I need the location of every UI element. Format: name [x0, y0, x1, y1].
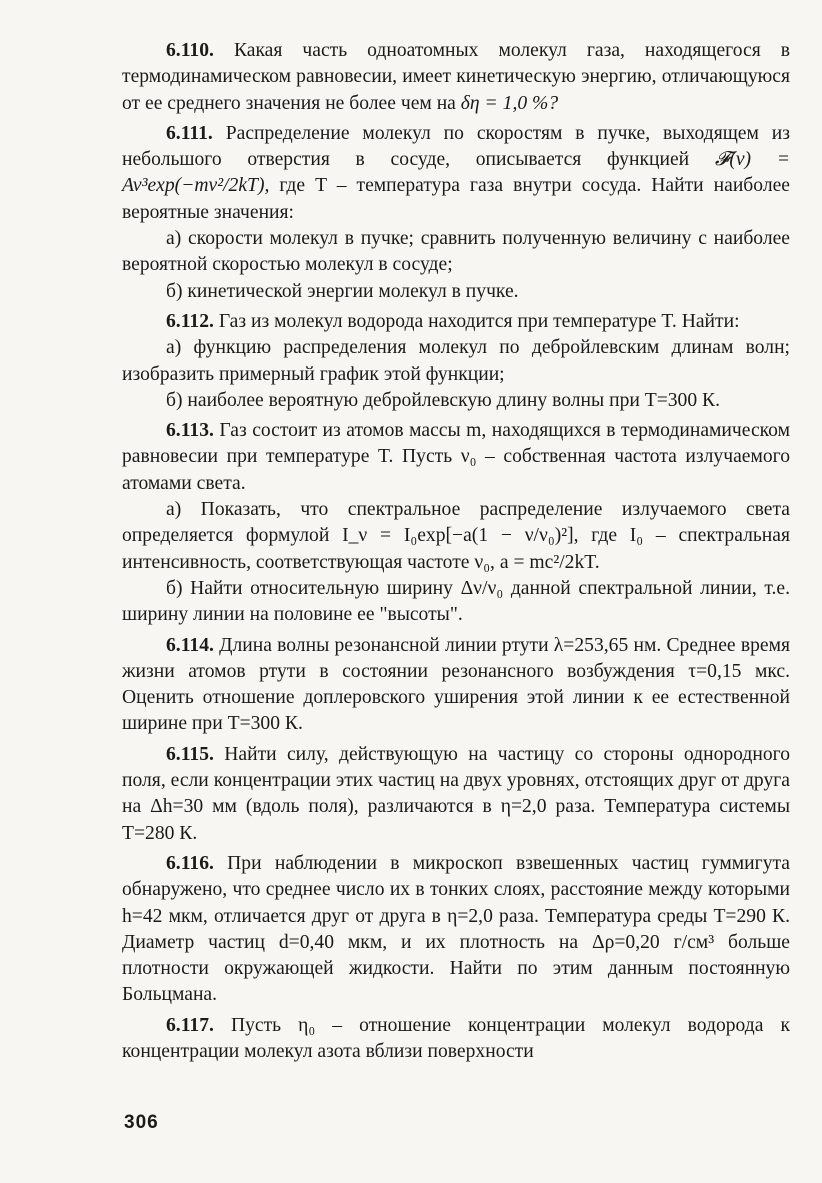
problem-text: Пусть η₀ – отношение концентрации молекул водорода к концентрации молекул азота вблизи поверхности [122, 1014, 790, 1062]
sub-item-b: б) наиболее вероятную дебройлевскую длину волны при T=300 К. [166, 389, 721, 411]
problem-text: Длина волны резонансной линии ртути λ=253,65 нм. Среднее время жизни атомов ртути в состоянии резонансного возбуждения τ=0,15 мкс. Оценить отношение доплеровского уширения этой линии к ее естественной ширине при T=300 К. [122, 634, 790, 735]
problem-6-112 [122, 309, 790, 414]
problem-6-110 [122, 38, 790, 117]
sub-item-b: б) Найти относительную ширину Δν/ν₀ данной спектральной линии, т.е. ширину линии на половине ее "высоты". [122, 577, 790, 626]
page-number: 306 [124, 1112, 159, 1133]
problem-text: Газ состоит из атомов массы m, находящихся в термодинамическом равновесии при температуре T. Пусть ν₀ – собственная частота излучаемого атомами света. [122, 420, 791, 494]
problem-number: 6.114. [166, 634, 214, 656]
problem-formula: δη = 1,0 %? [460, 92, 559, 114]
problem-text: Найти силу, действующую на частицу со стороны однородного поля, если концентрации этих частиц на двух уровнях, отстоящих друг от друга на Δh=30 мм (вдоль поля), различаются в η=2,0 раза. Температура системы T=280 К. [122, 743, 790, 844]
problem-number: 6.112. [166, 310, 214, 332]
problem-number: 6.113. [166, 420, 214, 442]
problem-formula: 𝓕(v) = Av³exp(−mv²/2kT), [122, 149, 791, 197]
sub-item-b: б) кинетической энергии молекул в пучке. [166, 280, 519, 302]
problem-text: Газ из молекул водорода находится при температуре T. Найти: [218, 310, 740, 332]
problem-6-113 [122, 418, 790, 628]
sub-item-a: а) Показать, что спектральное распределение излучаемого света определяется формулой I_ν = I₀exp[−a(1 − ν/ν₀)²], где I₀ – спектральная интенсивность, соответствующая частоте ν₀, a = mc²/2kT. [122, 499, 790, 573]
problem-text-continued: где T – температура газа внутри сосуда. Найти наиболее вероятные значения: [122, 175, 790, 223]
document-page [122, 38, 790, 1069]
problem-6-114 [122, 633, 790, 738]
problem-number: 6.117. [166, 1014, 214, 1036]
problem-number: 6.115. [166, 743, 214, 765]
problem-6-116 [122, 851, 790, 1009]
sub-item-a: а) функцию распределения молекул по дебройлевским длинам волн; изобразить примерный график этой функции; [122, 337, 790, 385]
problem-6-117 [122, 1013, 790, 1066]
problem-text: Распределение молекул по скоростям в пучке, выходящем из небольшого отверстия в сосуде, описывается функцией [122, 122, 790, 171]
problem-number: 6.110. [166, 40, 214, 61]
problem-number: 6.111. [166, 122, 213, 144]
problem-number: 6.116. [166, 852, 214, 874]
problem-text: При наблюдении в микроскоп взвешенных частиц гуммигута обнаружено, что среднее число их в тонких слоях, расстояние между которыми h=42 мкм, отличается друг от друга в η=2,0 раза. Температура среды T=290 К. Диаметр частиц d=0,40 мкм, и их плотность на Δρ=0,20 г/см³ больше плотности окружающей жидкости. Найти по этим данным постоянную Больцмана. [122, 852, 790, 1006]
problem-6-111 [122, 121, 790, 305]
problem-6-115 [122, 742, 790, 847]
problem-text: Какая часть одноатомных молекул газа, находящегося в термодинамическом равновесии, имеет кинетическую энергию, отличающуюся от ее среднего значения не более чем на [122, 40, 790, 114]
sub-item-a: а) скорости молекул в пучке; сравнить полученную величину с наиболее вероятной скоростью молекул в сосуде; [122, 228, 790, 276]
